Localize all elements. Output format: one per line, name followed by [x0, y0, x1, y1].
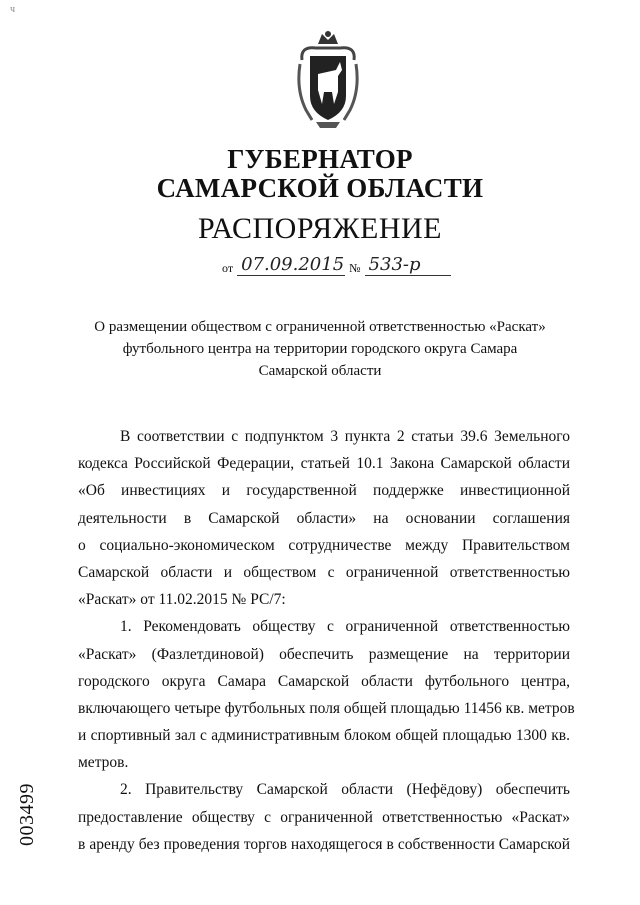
- coat-of-arms-emblem: [296, 30, 360, 130]
- body-line: В соответствии с подпунктом 3 пункта 2 статьи 39.6 Земельного: [120, 428, 570, 445]
- document-type: РАСПОРЯЖЕНИЕ: [197, 212, 443, 245]
- document-number: 533-р: [365, 254, 451, 276]
- body-line: Самарской области и обществом с ограниченной ответственностью: [78, 563, 570, 581]
- subject-line: Самарской области: [258, 363, 382, 379]
- margin-serial-number: 003499: [16, 783, 38, 846]
- issuer-title: ГУБЕРНАТОР: [227, 144, 413, 174]
- body-line: 2. Правительству Самарской области (Нефёдову) обеспечить: [120, 781, 570, 799]
- date-number-line: [222, 254, 451, 276]
- body-line: 1. Рекомендовать обществу с ограниченной ответственностью: [120, 618, 570, 636]
- subject-line: О размещении обществом с ограниченной ответственностью «Раскат»: [94, 319, 546, 335]
- issuer-region: САМАРСКОЙ ОБЛАСТИ: [156, 173, 484, 203]
- body-line: метров.: [78, 754, 129, 772]
- document-date: 07.09.2015: [237, 254, 345, 276]
- corner-mark: ч: [10, 4, 16, 15]
- body-line: в аренду без проведения торгов находящегося в собственности Самарской: [78, 835, 570, 853]
- body-line: «Об инвестициях и государственной поддержке инвестиционной: [78, 482, 570, 500]
- body-line: «Раскат» от 11.02.2015 № РС/7:: [78, 591, 286, 609]
- date-prefix: от: [222, 261, 234, 275]
- body-line: включающего четыре футбольных поля общей площадью 11456 кв. метров: [78, 699, 575, 717]
- body-line: о социально-экономическом сотрудничестве между Правительством: [78, 536, 570, 554]
- body-line: кодекса Российской Федерации, статьей 10.1 Закона Самарской области: [78, 455, 570, 473]
- document-subject: [0, 316, 640, 382]
- body-line: деятельности в Самарской области» на основании соглашения: [78, 509, 570, 527]
- body-line: и спортивный зал с административным блоком общей площадью 1300 кв.: [78, 727, 570, 745]
- body-line: предоставление обществу с ограниченной ответственностью «Раскат»: [78, 808, 570, 826]
- body-line: городского округа Самара Самарской области футбольного центра,: [78, 672, 570, 690]
- document-body: [78, 423, 575, 858]
- body-line: «Раскат» (Фазлетдиновой) обеспечить размещение на территории: [78, 645, 570, 663]
- subject-line: футбольного центра на территории городского округа Самара: [122, 341, 518, 357]
- number-prefix: №: [349, 261, 361, 275]
